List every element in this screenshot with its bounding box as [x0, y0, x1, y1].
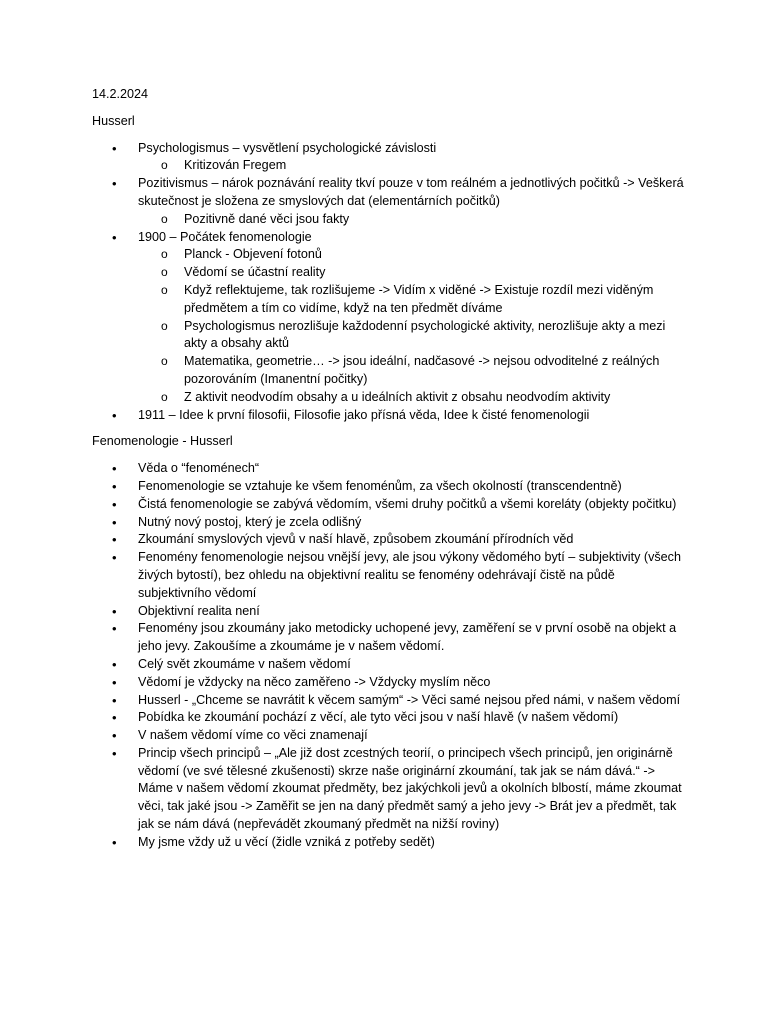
- sub-list-item: o Pozitivně dané věci jsou fakty: [138, 211, 684, 229]
- list-item: • Fenomény jsou zkoumány jako metodicky uchopené jevy, zaměření se v první osobě na objekt a jeho jevy. Zakoušíme a zkoumáme je v našem vědomí.: [92, 620, 684, 656]
- sub-list-item: o Kritizován Fregem: [138, 157, 684, 175]
- list-item: • Vědomí je vždycky na něco zaměřeno -> Vždycky myslím něco: [92, 674, 684, 692]
- sub-list-item: o Když reflektujeme, tak rozlišujeme -> Vidím x viděné -> Existuje rozdíl mezi viděným předmětem a tím co vidíme, když na ten předmět díváme: [138, 282, 684, 318]
- document-date: 14.2.2024: [92, 87, 149, 101]
- sub-list-item: o Z aktivit neodvodím obsahy a u ideálních aktivit z obsahu neodvodím aktivity: [138, 389, 684, 407]
- list-item-text: Psychologismus – vysvětlení psychologické závislosti: [138, 140, 437, 155]
- list-item-text: 1911 – Idee k první filosofii, Filosofie jako přísná věda, Idee k čisté fenomenologii: [138, 407, 590, 422]
- sub-list-item: o Psychologismus nerozlišuje každodenní psychologické aktivity, nerozlišuje akty a mezi akty a obsahy aktů: [138, 318, 684, 354]
- sub-list-item: o Planck - Objevení fotonů: [138, 246, 684, 264]
- list-item: [92, 140, 684, 176]
- section-heading-husserl: Husserl: [92, 113, 135, 128]
- list-item: • Fenomenologie se vztahuje ke všem fenoménům, za všech okolností (transcendentně): [92, 478, 684, 496]
- list-item: • Nutný nový postoj, který je zcela odlišný: [92, 514, 684, 532]
- list-item: • V našem vědomí víme co věci znamenají: [92, 727, 684, 745]
- list-item: • Pobídka ke zkoumání pochází z věcí, ale tyto věci jsou v naší hlavě (v našem vědomí): [92, 709, 684, 727]
- list-item: • Celý svět zkoumáme v našem vědomí: [92, 656, 684, 674]
- list-item: • My jsme vždy už u věcí (židle vzniká z potřeby sedět): [92, 834, 684, 852]
- list-item-text: 1900 – Počátek fenomenologie: [138, 229, 312, 244]
- list-item: • Objektivní realita není: [92, 603, 684, 621]
- husserl-list: [92, 140, 684, 425]
- section-heading-fenomenologie: Fenomenologie - Husserl: [92, 434, 233, 449]
- list-item: • Zkoumání smyslových vjevů v naší hlavě, způsobem zkoumání přírodních věd: [92, 531, 684, 549]
- sub-list: [138, 157, 684, 175]
- sub-list-item: o Vědomí se účastní reality: [138, 264, 684, 282]
- list-item: • Čistá fenomenologie se zabývá vědomím, všemi druhy počitků a všemi koreláty (objekty počitku): [92, 496, 684, 514]
- list-item: • Fenomény fenomenologie nejsou vnější jevy, ale jsou výkony vědomého bytí – subjektivity (všech živých bytostí), bez ohledu na objektivní realitu se fenomény odehrávají čistě na půdě subjektivního vědomí: [92, 549, 684, 602]
- list-item: • Husserl - „Chceme se navrátit k věcem samým“ -> Věci samé nejsou před námi, v našem vědomí: [92, 692, 684, 710]
- sub-list-item: o Matematika, geometrie… -> jsou ideální, nadčasové -> nejsou odvoditelné z reálných pozorováním (Imanentní počitky): [138, 353, 684, 389]
- list-item: [92, 229, 684, 407]
- sub-list: [138, 246, 684, 406]
- sub-list: [138, 211, 684, 229]
- fenomenologie-list: [92, 460, 684, 852]
- list-item: [92, 175, 684, 228]
- list-item-text: Pozitivismus – nárok poznávání reality tkví pouze v tom reálném a jednotlivých počitků -> Veškerá skutečnost je složena ze smyslových dat (elementárních počitků): [138, 176, 684, 208]
- list-item: [92, 407, 684, 425]
- list-item: • Věda o “fenoménech“: [92, 460, 684, 478]
- list-item: • Princip všech principů – „Ale již dost zcestných teorií, o principech všech principů, jen originárně vědomí (ve své tělesné zkušenosti) skrze naše originární zkoumání, tak jak se nám dává.“ -> Máme v našem vědomí zkoumat předměty, bez jakýchkoli jevů a okolních blbostí, máme zkoumat věci, tak jaké jsou -> Zaměřit se jen na daný předmět samý a jeho jevy -> Brát jev a předmět, tak jak se nám dává (nepřevádět zkoumaný předmět na nižší roviny): [92, 745, 684, 834]
